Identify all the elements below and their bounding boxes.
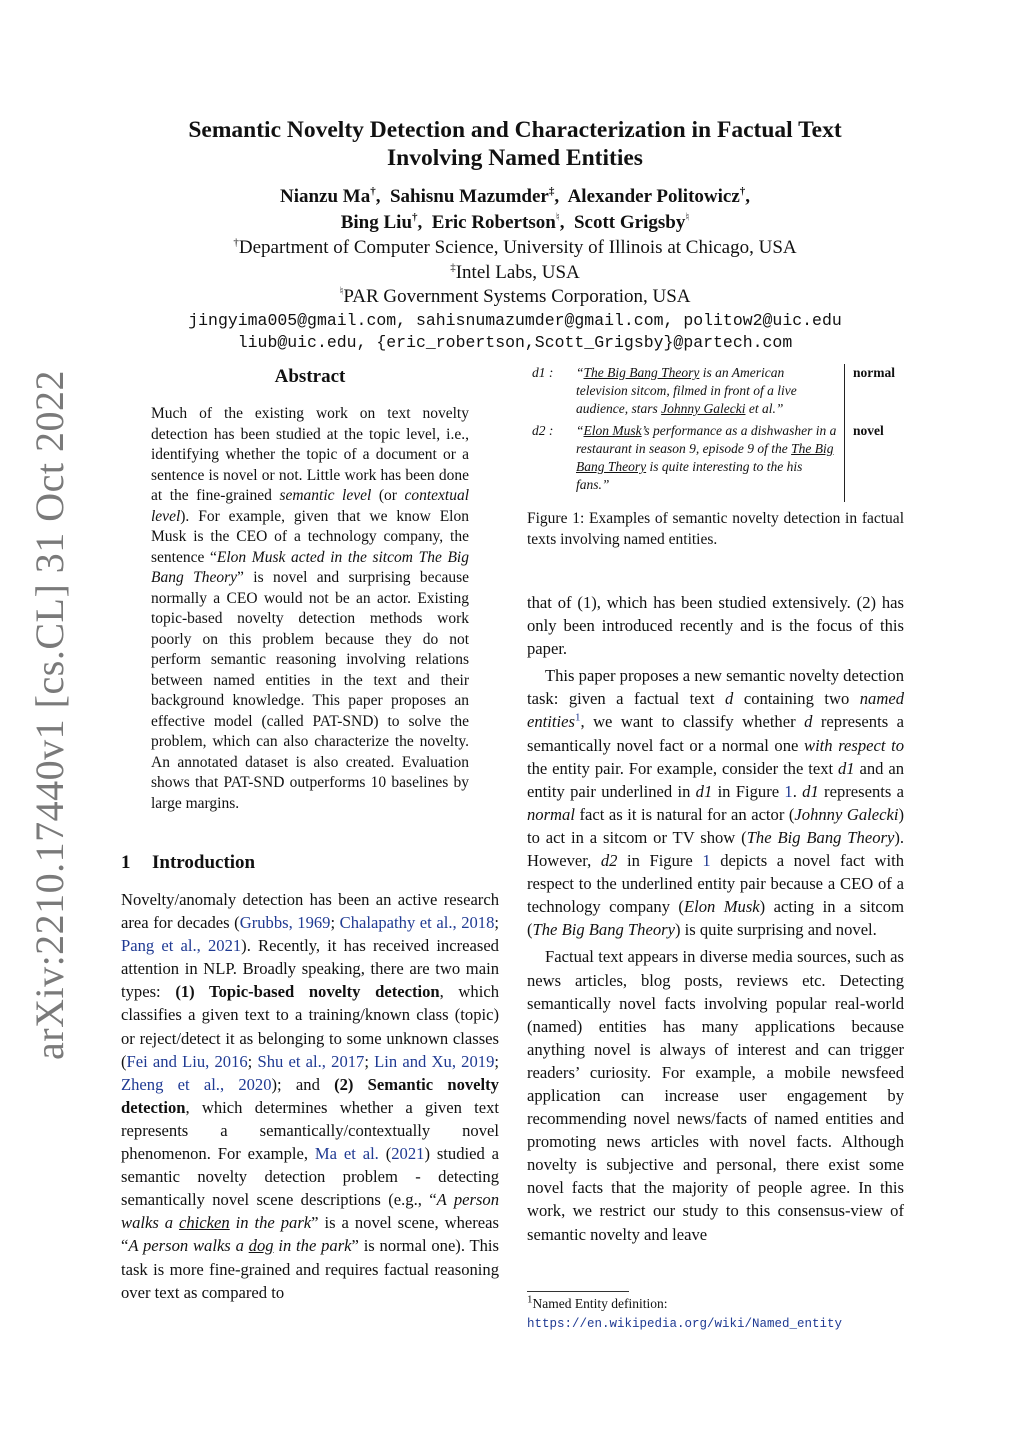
text: ” is a novel scene, whereas “: [121, 1213, 499, 1256]
text: ) acting in a sitcom (: [527, 897, 904, 940]
bold-term: (2) Semantic novelty detection: [121, 1074, 499, 1117]
citation-link[interactable]: Shu et al., 2017: [257, 1051, 365, 1071]
intro-left-column: [121, 888, 499, 1304]
affiliation: [120, 285, 910, 310]
author-list: Nianzu Ma†, Sahisnu Mazumder‡, Alexander Politowicz†, Bing Liu†, Eric Robertson♮, Scott Grigsby♮: [279, 185, 751, 233]
footnote-url-link[interactable]: https://en.wikipedia.org/wiki/Named_entity: [527, 1317, 843, 1331]
math-var: d1: [695, 781, 713, 801]
text: et al.”: [745, 401, 784, 416]
author-name: Eric Robertson: [431, 212, 556, 233]
text: represents a: [818, 781, 904, 801]
author-separator: ,: [417, 212, 432, 233]
italic-text: in the park: [229, 1213, 312, 1233]
figure-row-d2: [532, 422, 902, 502]
text: ;: [364, 1051, 375, 1071]
author-name: Bing Liu: [340, 212, 413, 233]
citation-link[interactable]: Chalapathy et al., 2018: [339, 913, 495, 933]
figure-ref-link[interactable]: 1: [784, 781, 793, 801]
figure-class-label: novel: [853, 423, 884, 438]
figure-label: d1 :: [532, 365, 554, 380]
author-mark: ♮: [555, 211, 560, 224]
underlined-entity: The Big Bang Theory: [583, 365, 700, 380]
italic-text: The Big Bang Theory: [746, 827, 895, 847]
affiliation-text: PAR Government Systems Corporation, USA: [343, 286, 691, 307]
underlined-entity: Elon Musk: [583, 423, 642, 438]
text: ) to act in a sitcom or TV show (: [527, 804, 904, 847]
italic-text: A person walks a: [128, 1236, 249, 1256]
intro-paragraph: Factual text appears in diverse media sources, such as news articles, blog posts, reviews etc. Detecting semantically novel facts involving popular real-world (named) entities has many applications because anything novel is always of interest and can trigger readers’ curiosity. For example, a mobile newsfeed application can increase user engagement by recommending novel news/facts of named entities and promoting news articles with novel facts. Although novelty is subjective and personal, there exist some novel facts that the majority of people agree. In this work, we restrict our study to this consensus-view of semantic novelty and leave: [527, 947, 904, 1244]
citation-link[interactable]: 2021: [391, 1144, 425, 1164]
footnote-ref[interactable]: 1: [574, 711, 581, 724]
text: , which determines whether a given text represents a semantically/contextually novel phenomenon. For example,: [121, 1097, 499, 1164]
citation-link[interactable]: Fei and Liu, 2016: [126, 1051, 248, 1071]
author-name: Nianzu Ma: [279, 186, 371, 207]
title-line-2: Involving Named Entities: [387, 145, 643, 171]
author-name: Alexander Politowicz: [567, 186, 740, 207]
citation-link[interactable]: Grubbs, 1969: [239, 913, 331, 933]
text: Novelty/anomaly detection has been an active research area for decades (: [121, 890, 499, 933]
math-var: d1: [802, 781, 819, 801]
italic-text: Elon Musk: [683, 897, 760, 917]
citation-link[interactable]: Ma et al.: [314, 1144, 379, 1164]
text: is quite interesting to the his fans.”: [576, 459, 803, 492]
footnote-mark: 1: [527, 1293, 533, 1306]
footnote-text: Named Entity definition:: [532, 1296, 668, 1311]
italic-text: A person walks a: [121, 1190, 500, 1233]
figure-row-d1: [532, 364, 902, 422]
figure-class-label: normal: [853, 365, 895, 380]
italic-text: The Big Bang Theory: [532, 920, 675, 940]
affiliation-mark: ♮: [339, 285, 344, 298]
intro-paragraph: [527, 664, 904, 941]
underlined-text: dog: [248, 1236, 274, 1256]
author-name: Sahisnu Mazumder: [389, 186, 549, 207]
figure-example-text: [576, 422, 845, 502]
text: , we want to classify whether: [580, 712, 805, 732]
intro-right-column: [527, 591, 904, 1246]
section-heading: [121, 852, 255, 874]
author-name: Scott Grigsby: [573, 212, 686, 233]
affiliation-text: Department of Computer Science, University of Illinois at Chicago, USA: [238, 237, 797, 258]
text: is an American television sitcom, filmed in front of a live audience, stars: [576, 365, 797, 416]
underlined-entity: The Big Bang Theory: [576, 441, 834, 474]
author-mark: †: [739, 185, 746, 198]
affiliation: [120, 261, 910, 286]
text: ;: [247, 1051, 258, 1071]
citation-link[interactable]: Lin and Xu, 2019: [374, 1051, 495, 1071]
text: , which classifies a given text to a training/known class (topic) or reject/detect it as belonging to some unknown classes (: [121, 982, 499, 1071]
author-mark: ‡: [548, 185, 555, 198]
author-separator: ,: [559, 212, 574, 233]
italic-text: normal: [527, 804, 575, 824]
section-title: Introduction: [152, 852, 256, 873]
abstract-italic: semantic level: [279, 487, 372, 504]
text: fact as it is natural for an actor (: [574, 804, 795, 824]
affiliation-mark: †: [233, 236, 239, 249]
author-separator: ,: [554, 186, 568, 207]
math-var: d: [804, 712, 813, 732]
text: This paper proposes a new semantic novelty detection task: given a factual text: [527, 666, 904, 709]
figure-caption: Figure 1: Examples of semantic novelty detection in factual texts involving named entities.: [527, 510, 904, 548]
abstract-italic: contextual level: [151, 487, 469, 525]
italic-text: with respect to: [804, 735, 905, 755]
affiliation: [120, 236, 910, 261]
affiliation-mark: ‡: [450, 261, 456, 274]
abstract-text: ” is novel and surprising because normally a CEO would not be an actor. Existing topic-based novelty detection methods work poorly on this problem because they do not perform semantic reasoning involving relations between named entities in the text and their background knowledge. This paper proposes an effective model (called PAT-SND) to solve the problem, which can also characterize the novelty. An annotated dataset is also created. Evaluation shows that PAT-SND outperforms 10 baselines by large margins.: [151, 569, 469, 812]
text: ). Recently, it has received increased attention in NLP. Broadly speaking, there are two main types:: [121, 936, 499, 1002]
text: ;: [494, 1051, 499, 1071]
text: ). However,: [527, 827, 904, 871]
intro-paragraph: that of (1), which has been studied extensively. (2) has only been introduced recently and is the focus of this paper.: [527, 593, 904, 659]
section-number: 1: [121, 852, 131, 873]
text: ) studied a semantic novelty detection problem - detecting semantically novel scene descriptions (e.g., “: [121, 1144, 499, 1210]
figure-ref-link[interactable]: 1: [702, 851, 711, 871]
abstract-text: ). For example, given that we know Elon Musk is the CEO of a technology company, the sentence “: [151, 507, 469, 566]
text: containing two: [733, 689, 860, 709]
footnote-divider: [527, 1291, 629, 1292]
italic-text: in the park: [273, 1236, 352, 1256]
citation-link[interactable]: Zheng et al., 2020: [121, 1074, 272, 1094]
text: ;: [494, 913, 500, 933]
text: “: [576, 423, 584, 438]
arxiv-stamp: arXiv:2210.17440v1 [cs.CL] 31 Oct 2022: [27, 369, 72, 1060]
text: “: [576, 365, 584, 380]
underlined-text: chicken: [179, 1213, 230, 1233]
italic-text: named entities: [527, 689, 904, 732]
italic-text: Johnny Galecki: [794, 804, 899, 824]
author-mark: †: [412, 211, 418, 224]
text: ’s performance as a dishwasher in a restaurant in season 9, episode 9 of the: [576, 423, 837, 456]
figure-example-text: [576, 364, 845, 422]
text: depicts a novel fact with respect to the underlined entity pair because a CEO of a technology company (: [527, 851, 904, 917]
abstract-text: (or: [371, 487, 405, 504]
figure-1-examples: [532, 364, 902, 502]
citation-link[interactable]: Pang et al., 2021: [121, 936, 242, 956]
text: the entity pair. For example, consider the text: [527, 758, 838, 778]
abstract-heading: Abstract: [274, 366, 346, 387]
math-var: d: [725, 689, 734, 709]
abstract-body: [151, 404, 469, 814]
text: in Figure: [617, 851, 703, 871]
figure-label: d2 :: [532, 423, 554, 438]
bold-term: (1) Topic-based novelty detection: [175, 982, 440, 1002]
text: and an entity pair underlined in: [527, 758, 904, 801]
author-mark: ♮: [685, 211, 690, 224]
text: ) is quite surprising and novel.: [674, 920, 877, 940]
email-line: liub@uic.edu, {eric_robertson,Scott_Grigsby}@partech.com: [237, 332, 793, 352]
author-separator: ,: [375, 186, 390, 207]
title-line-1: Semantic Novelty Detection and Characterization in Factual Text: [188, 117, 842, 143]
text: ” is normal one). This task is more fine-grained and requires factual reasoning over text as compared to: [121, 1236, 499, 1302]
paper-title: [120, 116, 910, 172]
abstract-text: Much of the existing work on text novelty detection has been studied at the topic level, i.e., identifying whether the topic of a document or a sentence is novel or not. Little work has been done at the fine-grained: [151, 405, 469, 504]
math-var: d2: [600, 851, 618, 871]
math-var: d1: [838, 758, 855, 778]
text: .: [792, 781, 803, 801]
underlined-entity: Johnny Galecki: [661, 401, 746, 416]
email-line: jingyima005@gmail.com, sahisnumazumder@gmail.com, politow2@uic.edu: [188, 310, 842, 330]
text: represents a semantically novel fact or a normal one: [527, 712, 904, 755]
text: (: [378, 1144, 392, 1164]
abstract-italic: Elon Musk acted in the sitcom The Big Bang Theory: [151, 548, 469, 586]
text: ); and: [271, 1074, 335, 1094]
affiliation-text: Intel Labs, USA: [455, 261, 580, 283]
footnote: [527, 1294, 904, 1334]
author-mark: †: [370, 185, 376, 198]
text: in Figure: [712, 781, 785, 801]
intro-paragraph: [121, 888, 499, 1304]
paper-header: [120, 116, 910, 354]
text: ;: [330, 913, 340, 933]
